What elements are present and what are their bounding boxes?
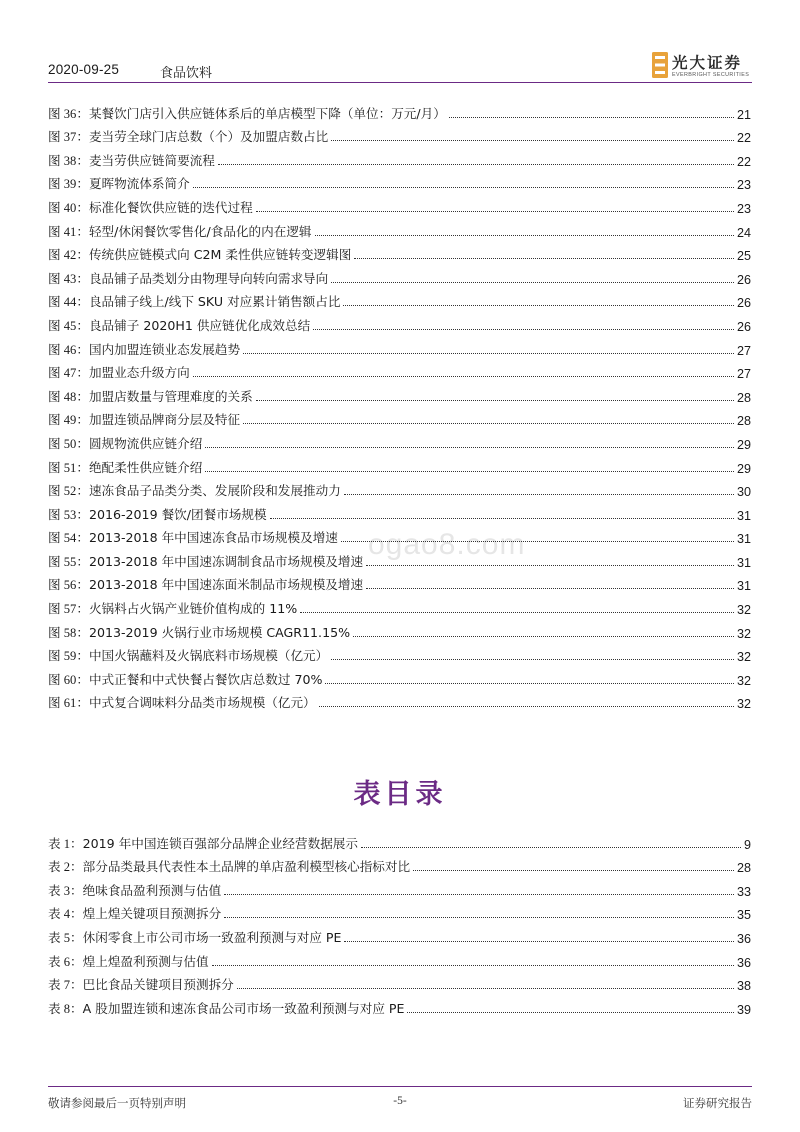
toc-entry-title: 2013-2018 年中国速冻食品市场规模及增速 [88,530,338,546]
toc-entry-page: 39 [736,1002,751,1017]
figure-table-of-contents [48,98,751,711]
toc-entry-title: 麦当劳供应链简要流程 [88,152,215,168]
toc-dot-leader [344,494,734,495]
toc-entry-label: 图 40： [48,200,89,215]
toc-entry-title: 国内加盟连锁业态发展趋势 [88,341,241,357]
toc-entry-label: 表 3： [48,883,83,898]
toc-entry-title: 良品铺子品类划分由物理导向转向需求导向 [88,270,329,286]
report-sector: 食品饮料 [160,66,213,81]
toc-dot-leader [449,117,734,118]
figure-toc-entry[interactable] [48,287,751,311]
toc-entry-title: 加盟业态升级方向 [88,365,190,381]
toc-entry-label: 图 60： [48,672,89,687]
toc-entry-label: 表 8： [48,1001,83,1016]
toc-entry-page: 28 [736,390,751,405]
toc-entry-title: 良品铺子线上/线下 SKU 对应累计销售额占比 [88,294,341,310]
toc-dot-leader [325,683,734,684]
figure-toc-entry[interactable] [48,263,751,287]
toc-entry-page: 32 [736,626,751,641]
toc-dot-leader [319,706,734,707]
logo-mark-icon [652,52,668,78]
table-toc-entry[interactable] [48,970,751,994]
figure-toc-entry[interactable] [48,358,751,382]
toc-entry-label: 表 4： [48,907,83,922]
toc-dot-leader [224,917,734,918]
toc-entry-title: 圆规物流供应链介绍 [88,435,203,451]
toc-dot-leader [218,164,734,165]
toc-entry-page: 22 [736,154,751,169]
toc-entry-title: 传统供应链模式向 C2M 柔性供应链转变逻辑图 [88,247,352,263]
toc-entry-title: 加盟店数量与管理难度的关系 [88,388,253,404]
toc-dot-leader [205,447,734,448]
toc-entry-title: 速冻食品子品类分类、发展阶段和发展推动力 [88,483,341,499]
toc-entry-label: 图 59： [48,649,89,664]
figure-toc-entry[interactable] [48,145,751,169]
figure-toc-entry[interactable] [48,688,751,712]
toc-entry-page: 27 [736,367,751,382]
toc-entry-page: 35 [736,908,751,923]
toc-entry-page: 23 [736,201,751,216]
figure-toc-entry[interactable] [48,192,751,216]
logo-text-cn: 光大证券 [672,53,743,72]
toc-entry-label: 图 36： [48,106,89,121]
toc-dot-leader [205,471,734,472]
toc-dot-leader [331,659,734,660]
toc-dot-leader [256,400,734,401]
figure-toc-entry[interactable] [48,405,751,429]
toc-dot-leader [331,282,734,283]
toc-dot-leader [243,423,734,424]
toc-dot-leader [353,636,734,637]
toc-entry-title: 中国火锅蘸料及火锅底料市场规模（亿元） [88,648,329,664]
toc-entry-label: 图 41： [48,224,89,239]
toc-dot-leader [193,376,734,377]
toc-entry-title: 中式复合调味料分品类市场规模（亿元） [88,695,316,711]
toc-entry-title: 2013-2018 年中国速冻面米制品市场规模及增速 [88,577,364,593]
toc-dot-leader [237,988,734,989]
logo-text-en: EVERBRIGHT SECURITIES [672,72,750,78]
toc-entry-title: 2013-2019 火锅行业市场规模 CAGR11.15% [88,624,351,640]
toc-entry-title: 休闲零食上市公司市场一致盈利预测与对应 PE [82,929,342,945]
toc-entry-title: 良品铺子 2020H1 供应链优化成效总结 [88,317,311,333]
toc-dot-leader [270,518,734,519]
table-toc-title: 表目录 [353,779,447,810]
toc-dot-leader [361,847,741,848]
toc-entry-page: 26 [736,272,751,287]
table-toc-entry[interactable] [48,852,751,876]
toc-entry-label: 图 44： [48,295,89,310]
toc-entry-page: 31 [736,532,751,547]
figure-toc-entry[interactable] [48,476,751,500]
toc-dot-leader [243,353,734,354]
toc-entry-label: 表 1： [48,836,83,851]
table-toc-entry[interactable] [48,899,751,923]
figure-toc-entry[interactable] [48,216,751,240]
figure-toc-entry[interactable] [48,664,751,688]
toc-entry-page: 31 [736,508,751,523]
toc-entry-page: 36 [736,931,751,946]
toc-entry-label: 图 42： [48,248,89,263]
toc-entry-page: 26 [736,296,751,311]
figure-toc-entry[interactable] [48,570,751,594]
toc-entry-label: 图 61： [48,696,89,711]
toc-entry-page: 28 [736,414,751,429]
toc-entry-title: 某餐饮门店引入供应链体系后的单店模型下降（单位：万元/月） [88,105,446,121]
toc-entry-title: A 股加盟连锁和速冻食品公司市场一致盈利预测与对应 PE [82,1000,405,1016]
toc-dot-leader [366,565,734,566]
toc-entry-page: 25 [736,249,751,264]
toc-dot-leader [256,211,734,212]
toc-entry-page: 31 [736,555,751,570]
toc-entry-page: 28 [736,861,751,876]
toc-entry-title: 麦当劳全球门店总数（个）及加盟店数占比 [88,129,329,145]
toc-entry-page: 32 [736,697,751,712]
toc-entry-page: 33 [736,884,751,899]
toc-entry-page: 38 [736,979,751,994]
toc-dot-leader [341,541,734,542]
figure-toc-entry[interactable] [48,523,751,547]
toc-dot-leader [300,612,734,613]
toc-entry-title: 轻型/休闲餐饮零售化/食品化的内在逻辑 [88,223,312,239]
figure-toc-entry[interactable] [48,310,751,334]
toc-entry-label: 图 50： [48,436,89,451]
toc-entry-label: 表 2： [48,860,83,875]
figure-toc-entry[interactable] [48,593,751,617]
toc-entry-page: 30 [736,485,751,500]
toc-entry-label: 图 37： [48,130,89,145]
figure-toc-entry[interactable] [48,334,751,358]
toc-entry-title: 2019 年中国连锁百强部分品牌企业经营数据展示 [82,835,358,851]
figure-toc-entry[interactable] [48,617,751,641]
toc-entry-title: 火锅料占火锅产业链价值构成的 11% [88,601,298,617]
table-toc-entry[interactable] [48,922,751,946]
toc-entry-title: 部分品类最具代表性本土品牌的单店盈利模型核心指标对比 [82,859,411,875]
toc-dot-leader [224,894,734,895]
toc-dot-leader [315,235,734,236]
toc-entry-label: 图 49： [48,413,89,428]
page-number: -5- [393,1095,407,1107]
figure-toc-entry[interactable] [48,428,751,452]
toc-dot-leader [413,870,734,871]
toc-entry-page: 23 [736,178,751,193]
toc-entry-page: 27 [736,343,751,358]
toc-entry-label: 图 51： [48,460,89,475]
toc-entry-title: 夏晖物流体系简介 [88,176,190,192]
toc-entry-page: 36 [736,955,751,970]
toc-entry-label: 图 58： [48,625,89,640]
toc-entry-label: 表 6： [48,954,83,969]
toc-entry-page: 32 [736,603,751,618]
toc-entry-label: 图 45： [48,318,89,333]
toc-entry-title: 2016-2019 餐饮/团餐市场规模 [88,506,267,522]
toc-entry-label: 图 53： [48,507,89,522]
company-logo [652,50,752,80]
toc-entry-page: 32 [736,650,751,665]
figure-toc-entry[interactable] [48,381,751,405]
toc-dot-leader [313,329,734,330]
table-toc-entry[interactable] [48,993,751,1017]
footer-disclaimer: 敬请参阅最后一页特别声明 [48,1096,186,1110]
toc-entry-page: 29 [736,437,751,452]
toc-entry-page: 31 [736,579,751,594]
figure-toc-entry[interactable] [48,499,751,523]
table-table-of-contents [48,828,751,1017]
figure-toc-entry[interactable] [48,169,751,193]
toc-dot-leader [212,965,734,966]
table-toc-entry[interactable] [48,875,751,899]
page-footer [48,1086,752,1117]
toc-dot-leader [343,305,734,306]
header-rule [48,82,752,83]
figure-toc-entry[interactable] [48,452,751,476]
toc-entry-title: 煌上煌盈利预测与估值 [82,953,209,969]
toc-entry-page: 24 [736,225,751,240]
toc-entry-title: 2013-2018 年中国速冻调制食品市场规模及增速 [88,553,364,569]
watermark: ogao8.com [368,528,526,561]
toc-entry-label: 表 5： [48,930,83,945]
table-toc-entry[interactable] [48,946,751,970]
toc-entry-label: 图 43： [48,271,89,286]
figure-toc-entry[interactable] [48,98,751,122]
toc-entry-title: 中式正餐和中式快餐占餐饮店总数过 70% [88,671,323,687]
figure-toc-entry[interactable] [48,641,751,665]
toc-entry-label: 图 46： [48,342,89,357]
toc-entry-page: 21 [736,107,751,122]
toc-entry-label: 图 47： [48,366,89,381]
toc-entry-label: 图 54： [48,531,89,546]
figure-toc-entry[interactable] [48,546,751,570]
toc-dot-leader [354,258,734,259]
footer-report-type: 证券研究报告 [683,1096,752,1110]
toc-entry-label: 图 56： [48,578,89,593]
toc-entry-title: 煌上煌关键项目预测拆分 [82,906,222,922]
report-date: 2020-09-25 [48,62,120,77]
toc-entry-label: 图 39： [48,177,89,192]
toc-entry-page: 22 [736,131,751,146]
toc-entry-page: 29 [736,461,751,476]
toc-entry-title: 绝配柔性供应链介绍 [88,459,203,475]
figure-toc-entry[interactable] [48,122,751,146]
toc-entry-label: 图 57： [48,602,89,617]
toc-dot-leader [331,140,734,141]
toc-dot-leader [366,588,734,589]
toc-entry-title: 绝味食品盈利预测与估值 [82,882,222,898]
toc-entry-title: 标准化餐饮供应链的迭代过程 [88,199,253,215]
toc-entry-title: 加盟连锁品牌商分层及特征 [88,412,241,428]
toc-entry-page: 9 [743,837,751,852]
toc-entry-label: 表 7： [48,978,83,993]
toc-dot-leader [193,187,734,188]
toc-entry-label: 图 48： [48,389,89,404]
figure-toc-entry[interactable] [48,240,751,264]
toc-entry-label: 图 55： [48,554,89,569]
table-toc-entry[interactable] [48,828,751,852]
toc-entry-label: 图 52： [48,484,89,499]
toc-dot-leader [407,1012,734,1013]
toc-entry-label: 图 38： [48,153,89,168]
page-header [48,46,752,80]
toc-entry-page: 26 [736,319,751,334]
toc-entry-title: 巴比食品关键项目预测拆分 [82,977,234,993]
toc-dot-leader [344,941,734,942]
toc-entry-page: 32 [736,673,751,688]
